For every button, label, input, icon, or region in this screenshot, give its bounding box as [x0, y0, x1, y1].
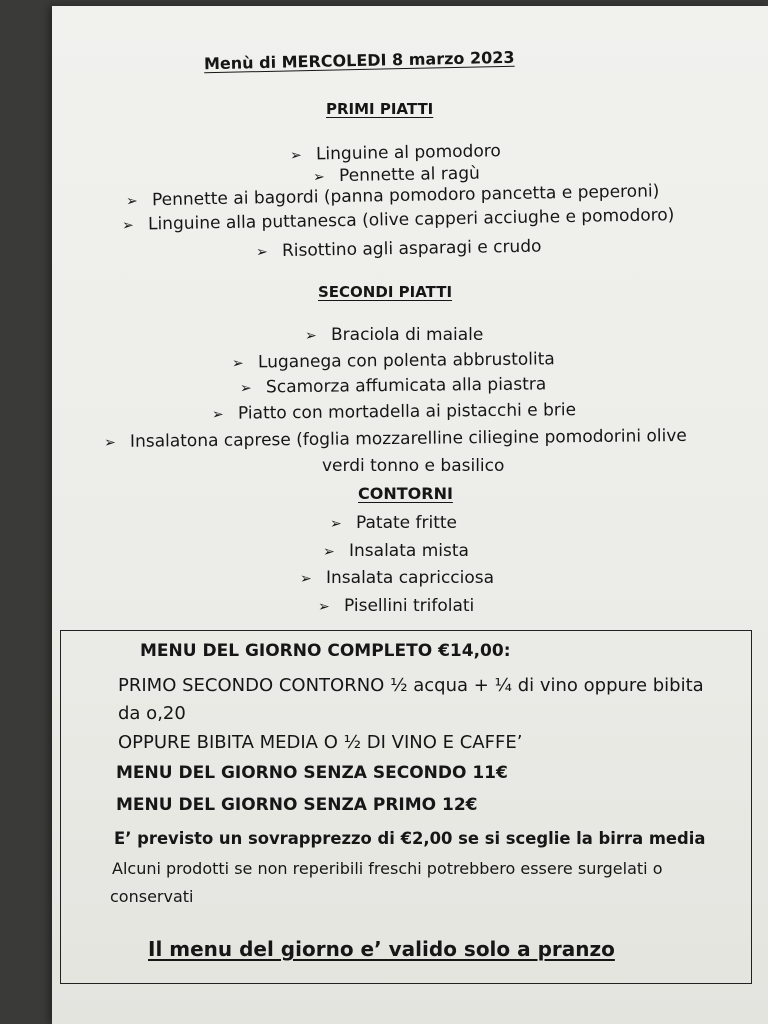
bullet-arrow-icon: ➢: [211, 406, 224, 423]
menu-item: ➢ Pisellini trifolati: [318, 596, 475, 616]
menu-item: ➢ Pennette ai bagordi (panna pomodoro pancetta e peperoni): [126, 180, 660, 212]
menu-item-continuation: verdi tonno e basilico: [322, 456, 505, 476]
menu-item: ➢ Insalata capricciosa: [300, 568, 495, 588]
bullet-arrow-icon: ➢: [330, 516, 342, 532]
bullet-arrow-icon: ➢: [103, 434, 116, 452]
beer-surcharge-note: E’ previsto un sovrapprezzo di €2,00 se si sceglie la birra media: [114, 829, 706, 848]
menu-item: ➢ Scamorza affumicata alla piastra: [240, 373, 546, 399]
menu-completo-price: MENU DEL GIORNO COMPLETO €14,00:: [140, 641, 511, 661]
menu-item: ➢ Luganega con polenta abbrustolita: [232, 348, 555, 374]
frozen-products-note: conservati: [110, 887, 194, 906]
bullet-arrow-icon: ➢: [255, 244, 268, 261]
menu-includes: OPPURE BIBITA MEDIA O ½ DI VINO E CAFFE’: [118, 732, 523, 753]
menu-item: ➢ Linguine al pomodoro: [290, 140, 501, 167]
bullet-arrow-icon: ➢: [312, 169, 325, 186]
bullet-arrow-icon: ➢: [125, 193, 138, 210]
bullet-arrow-icon: ➢: [318, 599, 330, 615]
menu-item: ➢ Linguine alla puttanesca (olive capperi acciughe e pomodoro): [122, 204, 675, 237]
primi-heading: PRIMI PIATTI: [326, 100, 434, 118]
menu-item: ➢ Pennette al ragù: [313, 163, 480, 189]
lunch-only-note: Il menu del giorno e’ valido solo a pranzo: [148, 937, 615, 961]
menu-item: ➢ Insalatona caprese (foglia mozzarelline ciliegine pomodorini olive: [104, 425, 687, 454]
bullet-arrow-icon: ➢: [323, 544, 335, 560]
contorni-heading: CONTORNI: [358, 484, 453, 503]
bullet-arrow-icon: ➢: [231, 355, 244, 372]
bullet-arrow-icon: ➢: [289, 147, 302, 164]
secondi-heading: SECONDI PIATTI: [318, 283, 453, 301]
menu-senza-secondo-price: MENU DEL GIORNO SENZA SECONDO 11€: [116, 763, 508, 783]
menu-includes: da o,20: [118, 703, 186, 724]
menu-item: ➢ Patate fritte: [330, 513, 458, 533]
bullet-arrow-icon: ➢: [239, 380, 252, 397]
menu-item: ➢ Insalata mista: [323, 541, 469, 561]
menu-item: ➢ Piatto con mortadella ai pistacchi e brie: [212, 399, 576, 426]
bullet-arrow-icon: ➢: [305, 328, 317, 344]
menu-item: ➢ Risottino agli asparagi e crudo: [256, 236, 542, 264]
bullet-arrow-icon: ➢: [300, 571, 312, 587]
frozen-products-note: Alcuni prodotti se non reperibili freschi potrebbero essere surgelati o: [112, 859, 663, 878]
menu-item: ➢ Braciola di maiale: [305, 325, 484, 345]
menu-title: Menù di MERCOLEDI 8 marzo 2023: [203, 47, 515, 74]
menu-includes: PRIMO SECONDO CONTORNO ½ acqua + ¼ di vino oppure bibita: [118, 675, 704, 696]
menu-senza-primo-price: MENU DEL GIORNO SENZA PRIMO 12€: [116, 795, 478, 815]
bullet-arrow-icon: ➢: [121, 217, 134, 234]
